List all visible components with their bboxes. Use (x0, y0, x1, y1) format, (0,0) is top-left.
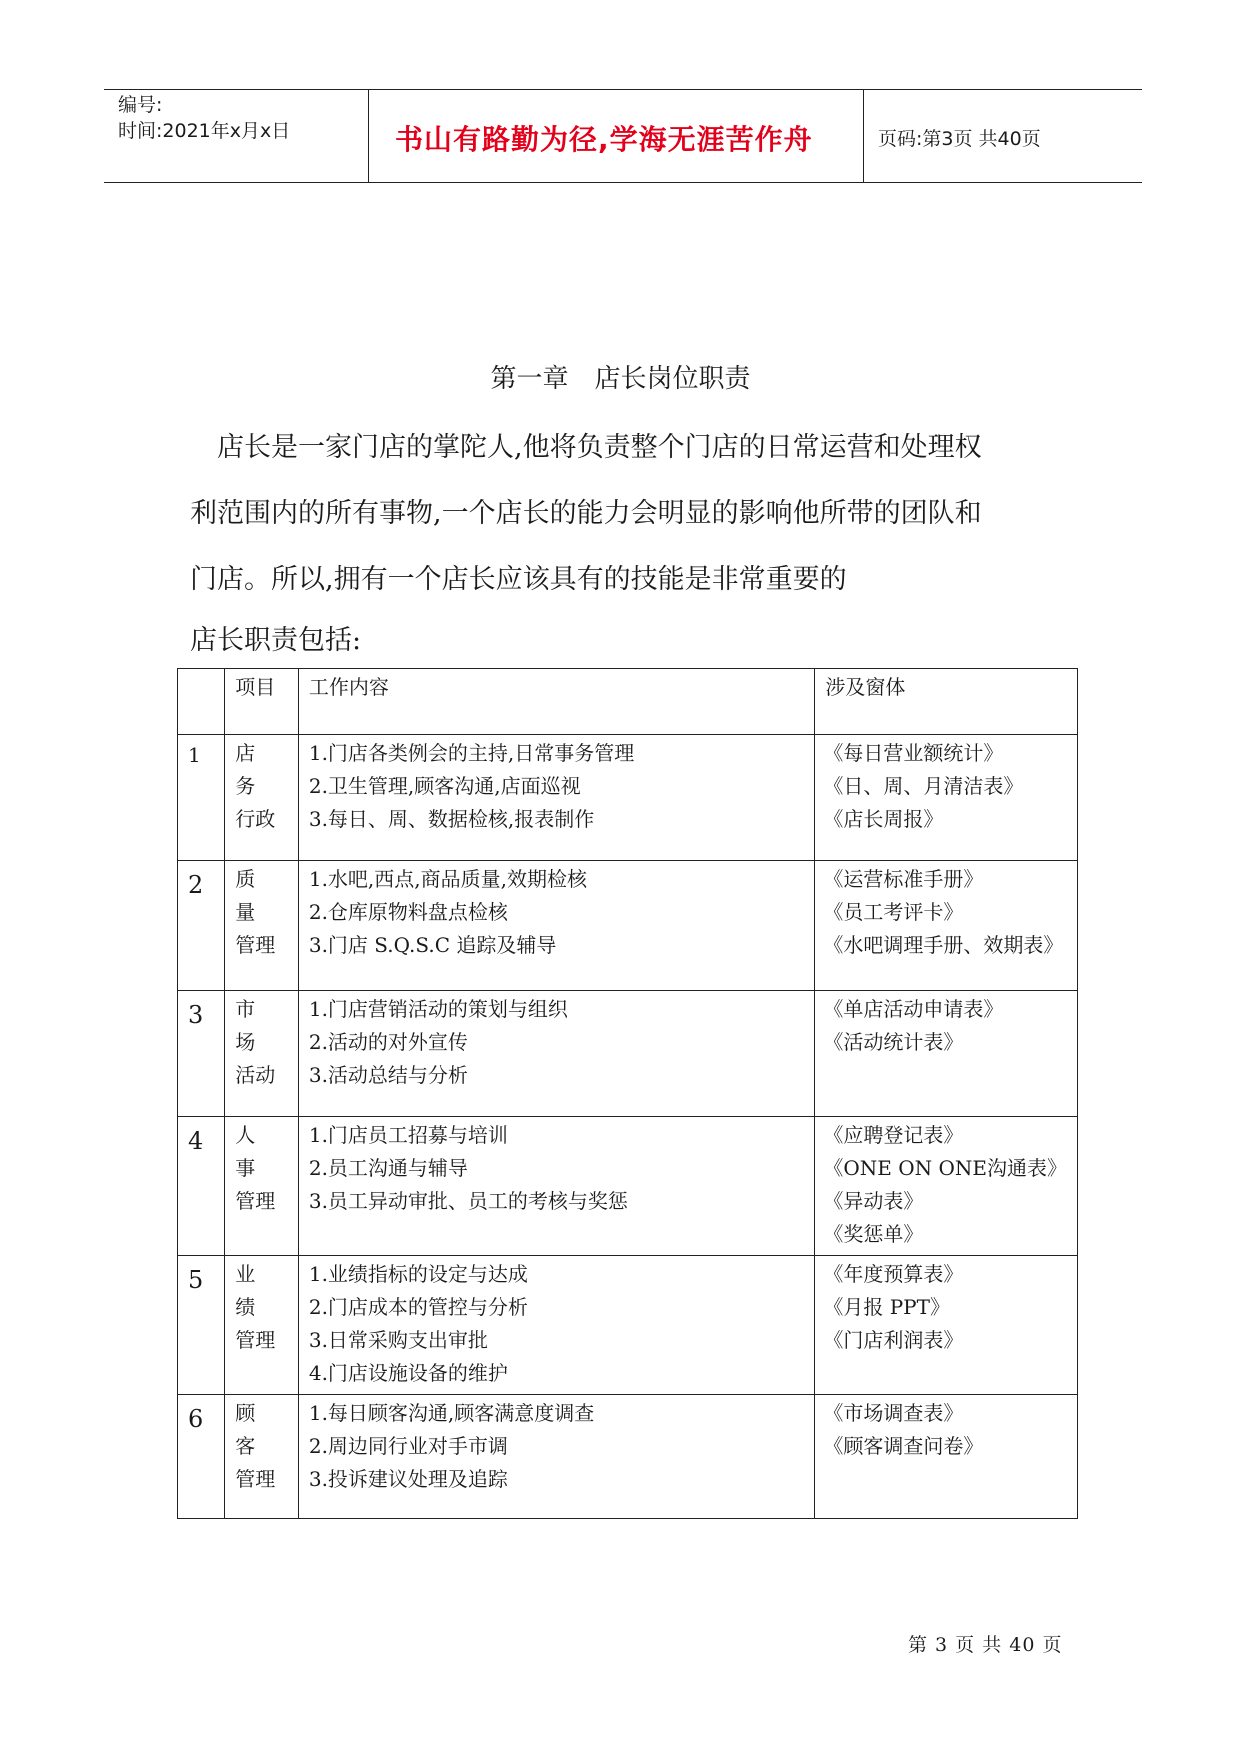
row-forms (815, 861, 1078, 991)
row-forms (815, 991, 1078, 1117)
intro-line-3: 门店。所以,拥有一个店长应该具有的技能是非常重要的 (190, 564, 847, 595)
row-work (298, 991, 815, 1117)
row-item-line: 管理 (235, 1467, 276, 1491)
row-forms (815, 1395, 1078, 1519)
work-line: 3.投诉建议处理及追踪 (308, 1467, 508, 1491)
work-line: 3.日常采购支出审批 (308, 1328, 488, 1352)
form-line: 《应聘登记表》 (823, 1123, 964, 1147)
responsibilities-title: 店长职责包括: (190, 625, 362, 656)
work-line: 1.业绩指标的设定与达成 (308, 1262, 528, 1286)
work-line: 1.门店员工招募与培训 (308, 1123, 508, 1147)
table-header-row (178, 669, 1078, 735)
form-line: 《员工考评卡》 (823, 900, 964, 924)
row-number: 4 (178, 1117, 225, 1256)
work-line: 3.员工异动审批、员工的考核与奖惩 (308, 1189, 628, 1213)
form-line: 《店长周报》 (823, 807, 944, 831)
table-row (178, 991, 1078, 1117)
work-line: 1.门店各类例会的主持,日常事务管理 (308, 741, 635, 765)
form-line: 《ONE ON ONE沟通表》 (823, 1156, 1067, 1180)
row-item (225, 1117, 299, 1256)
form-line: 《运营标准手册》 (823, 867, 984, 891)
row-item-line: 管理 (235, 1189, 276, 1213)
form-line: 《年度预算表》 (823, 1262, 964, 1286)
row-work (298, 1117, 815, 1256)
row-item (225, 1395, 299, 1519)
motto: 书山有路勤为径,学海无涯苦作舟 (395, 123, 813, 156)
form-line: 《每日营业额统计》 (823, 741, 1004, 765)
work-line: 3.门店 S.Q.S.C 追踪及辅导 (308, 933, 557, 957)
work-line: 1.水吧,西点,商品质量,效期检核 (308, 867, 587, 891)
table-row (178, 1256, 1078, 1395)
row-work (298, 861, 815, 991)
intro-line-2: 利范围内的所有事物,一个店长的能力会明显的影响他所带的团队和 (190, 498, 982, 529)
page-info: 页码:第3页 共40页 (878, 128, 1041, 150)
document-header (104, 89, 1142, 183)
page-footer: 第 3 页 共 40 页 (908, 1634, 1063, 1656)
form-line: 《月报 PPT》 (823, 1295, 950, 1319)
header-item: 项目 (225, 669, 299, 735)
row-item-line: 活动 (235, 1063, 276, 1087)
form-line: 《活动统计表》 (823, 1030, 964, 1054)
form-line: 《市场调查表》 (823, 1401, 964, 1425)
row-item (225, 735, 299, 861)
row-item-line: 管理 (235, 933, 276, 957)
row-item (225, 1256, 299, 1395)
intro-paragraph (190, 415, 1070, 613)
row-number: 5 (178, 1256, 225, 1395)
form-line: 《奖惩单》 (823, 1222, 924, 1246)
row-number: 6 (178, 1395, 225, 1519)
row-item-line: 人事 (235, 1123, 268, 1180)
work-line: 1.门店营销活动的策划与组织 (308, 997, 568, 1021)
work-line: 2.员工沟通与辅导 (308, 1156, 468, 1180)
form-line: 《日、周、月清洁表》 (823, 774, 1024, 798)
row-number: 1 (178, 735, 225, 861)
work-line: 4.门店设施设备的维护 (308, 1361, 508, 1385)
table-row (178, 1117, 1078, 1256)
row-number: 2 (178, 861, 225, 991)
header-meta (104, 90, 369, 182)
work-line: 2.卫生管理,顾客沟通,店面巡视 (308, 774, 581, 798)
form-line: 《单店活动申请表》 (823, 997, 1004, 1021)
table-row (178, 861, 1078, 991)
row-item-line: 市场 (235, 997, 268, 1054)
duties-table (177, 668, 1078, 1519)
work-line: 1.每日顾客沟通,顾客满意度调查 (308, 1401, 595, 1425)
row-forms (815, 1117, 1078, 1256)
row-work (298, 735, 815, 861)
work-line: 2.仓库原物料盘点检核 (308, 900, 508, 924)
row-item-line: 顾客 (235, 1401, 268, 1458)
work-line: 2.门店成本的管控与分析 (308, 1295, 528, 1319)
row-item-line: 店务 (235, 741, 268, 798)
form-line: 《水吧调理手册、效期表》 (823, 933, 1064, 957)
row-item (225, 991, 299, 1117)
row-forms (815, 1256, 1078, 1395)
row-work (298, 1256, 815, 1395)
work-line: 2.活动的对外宣传 (308, 1030, 468, 1054)
row-item-line: 管理 (235, 1328, 276, 1352)
row-item-line: 质量 (235, 867, 268, 924)
work-line: 2.周边同行业对手市调 (308, 1434, 508, 1458)
table-row (178, 1395, 1078, 1519)
row-item-line: 行政 (235, 807, 276, 831)
row-work (298, 1395, 815, 1519)
row-item (225, 861, 299, 991)
chapter-title (0, 358, 1241, 395)
work-line: 3.每日、周、数据检核,报表制作 (308, 807, 595, 831)
header-page-cell (864, 90, 1142, 182)
work-line: 3.活动总结与分析 (308, 1063, 468, 1087)
table-row (178, 735, 1078, 861)
intro-line-1: 店长是一家门店的掌陀人,他将负责整个门店的日常运营和处理权 (217, 432, 982, 463)
header-work: 工作内容 (298, 669, 815, 735)
form-line: 《顾客调查问卷》 (823, 1434, 984, 1458)
row-item-line: 业绩 (235, 1262, 268, 1319)
form-line: 《异动表》 (823, 1189, 924, 1213)
row-number: 3 (178, 991, 225, 1117)
form-line: 《门店利润表》 (823, 1328, 964, 1352)
header-forms: 涉及窗体 (815, 669, 1078, 735)
time-label: 时间:2021年x月x日 (118, 120, 291, 142)
row-forms (815, 735, 1078, 861)
header-no (178, 669, 225, 735)
number-label: 编号: (118, 94, 163, 116)
chapter-title-text: 第一章 店长岗位职责 (490, 364, 751, 394)
header-motto-cell (369, 90, 864, 182)
